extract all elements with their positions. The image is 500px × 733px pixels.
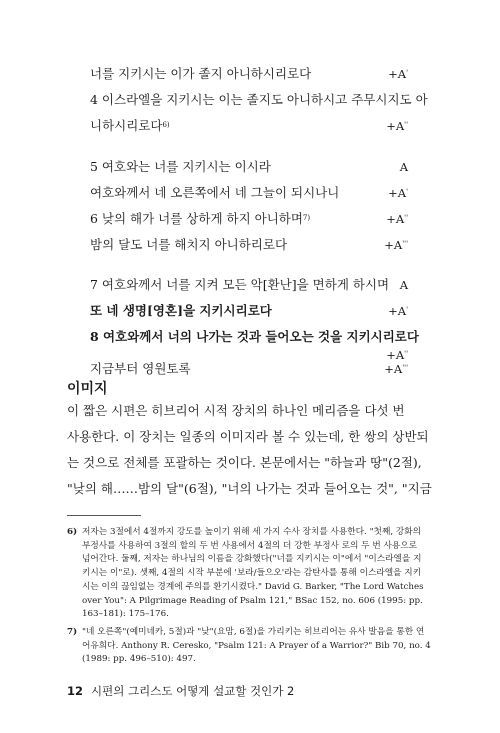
footnote-divider — [67, 515, 141, 516]
verse-mark: +A'' — [386, 212, 408, 226]
verse-mark: +A''' — [384, 238, 408, 252]
footnote-line: 저자는 3절에서 4절까지 강도를 높이기 위해 세 가지 수사 장치를 사용한다. "첫째, 강화의 — [82, 527, 422, 537]
verse-line: 여호와께서 네 오른쪽에서 네 그늘이 되시나니 +A' — [90, 185, 408, 200]
body-line: 사용한다. 이 장치는 일종의 이미지라 볼 수 있는데, 한 쌍의 상반되 — [67, 429, 429, 444]
verse-line: 5 여호와는 너를 지키시는 이시라 A — [90, 159, 408, 174]
verse-mark: +A' — [388, 67, 408, 81]
verse-line: 또 네 생명[영혼]을 지키시리로다 +A' — [90, 303, 408, 318]
footnote-number: 7) — [67, 627, 78, 637]
verse-line: 니하시리로다$^{6)}$ +A'' — [90, 118, 408, 133]
footnote-line: 어유희다. Anthony R. Ceresko, "Psalm 121: A Prayer of a Warrior?" Bib 70, no. 4 — [82, 640, 431, 651]
body-line: 이 짧은 시편은 히브리어 시적 장치의 하나인 메리즘을 다섯 번 — [67, 403, 405, 418]
verse-line: 8 여호와께서 너의 나가는 것과 들어오는 것을 지키시리로다 — [90, 329, 419, 344]
footnote-line: 부정사를 사용하여 3절의 할의 두 번 사용에서 4절의 더 강한 부정사 로의 두 번 사용으로 — [82, 540, 418, 551]
footnote-line: (1989: pp. 496–510): 497. — [82, 654, 196, 665]
footnote-line: "네 오른쪽"(예미네카, 5절)과 "낮"(요맘, 6절)을 가리키는 히브리어는 유사 발음을 통한 연 — [82, 627, 425, 637]
page-number: 12 — [67, 684, 84, 698]
verse-mark: +A' — [388, 186, 408, 200]
footnote-line: 넘어간다. 둘째, 저자는 하나님의 이름을 강화했다("너를 지키시는 이"에서 "이스라엘을 지 — [82, 554, 422, 565]
verse-line: 4 이스라엘을 지키시는 이는 졸지도 아니하시고 주무시지도 아 — [90, 92, 428, 107]
verse-mark: +A'' — [386, 348, 408, 362]
verse-line: 너를 지키시는 이가 졸지 아니하시리로다 +A' — [90, 66, 408, 81]
body-line: "낮의 해……밤의 달"(6절), "너의 나가는 것과 들어오는 것", "지금 — [67, 481, 432, 496]
footnote-line: 163–181): 175–176. — [82, 609, 169, 620]
verse-line: 지금부터 영원토록 +A''' — [90, 361, 408, 376]
section-title: 이미지 — [67, 381, 108, 397]
verse-mark: +A' — [388, 304, 408, 318]
footnote-ref: 6) — [162, 121, 170, 129]
verse-line: 6 낮의 해가 너를 상하게 하지 아니하며$^{7)}$ +A'' — [90, 211, 408, 226]
footnote-line: 시는 이의 끊임없는 경계에 주의를 환기시켰다." David G. Barker, "The Lord Watches — [82, 581, 424, 592]
footnote-ref: 7) — [302, 214, 311, 222]
verse-line: 7 여호와께서 너를 지켜 모든 악[환난]을 면하게 하시며 A — [90, 277, 408, 292]
verse-mark: A — [399, 160, 408, 174]
verse-line: 밤의 달도 너를 해치지 아니하리로다 +A''' — [90, 237, 408, 252]
footnote-number: 6) — [67, 527, 78, 537]
verse-mark: +A'' — [386, 119, 408, 133]
body-line: 는 것으로 전체를 포괄하는 것이다. 본문에서는 "하늘과 땅"(2절), — [67, 455, 422, 470]
page-footer — [67, 683, 294, 699]
verse-mark: A — [399, 278, 408, 292]
footnote-line: 키시는 이"로). 셋째, 4절의 시작 부분에 '보라/들으오'라는 감탄사를 통해 이스라엘을 지키 — [82, 568, 422, 579]
verse-mark: +A''' — [384, 362, 408, 376]
footnote-line: over You": A Pilgrimage Reading of Psalm 121," BSac 152, no. 606 (1995: pp. — [82, 595, 423, 606]
book-title: 시편의 그리스도 어떻게 설교할 것인가 2 — [91, 684, 295, 698]
